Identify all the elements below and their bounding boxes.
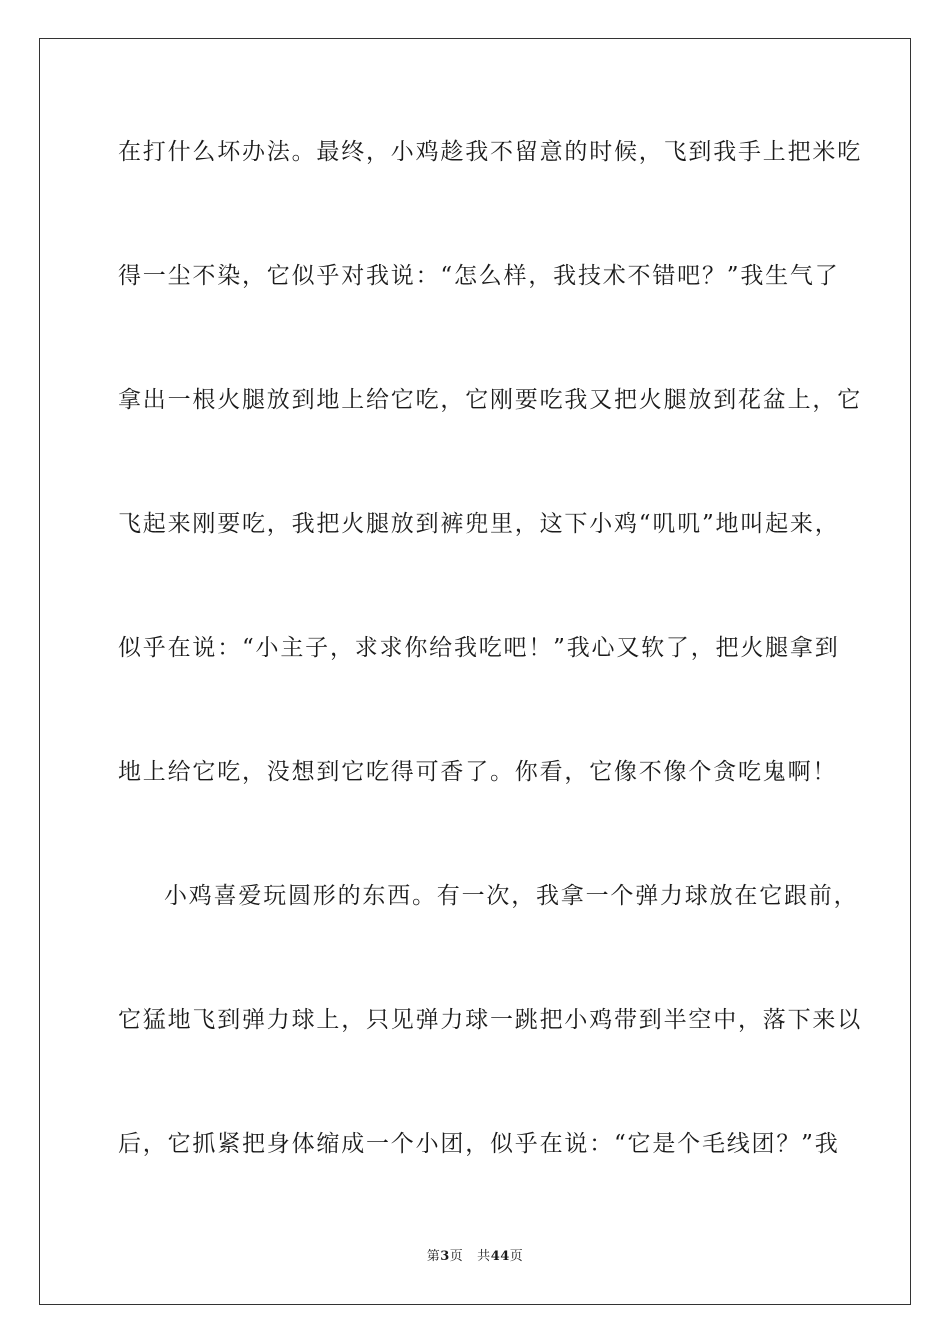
page-prefix: 第 (426, 1249, 441, 1264)
text-line-3: 拿出一根火腿放到地上给它吃，它刚要吃我又把火腿放到花盆上，它 (118, 387, 862, 413)
text-line-9: 后，它抓紧把身体缩成一个小团，似乎在说：“它是个毛线团？”我 (118, 1131, 840, 1157)
page-footer (0, 1248, 950, 1266)
text-line-4: 飞起来刚要吃，我把火腿放到裤兜里，这下小鸡“叽叽”地叫起来， (118, 511, 840, 537)
text-line-5: 似乎在说：“小主子，求求你给我吃吧！”我心又软了，把火腿拿到 (118, 635, 840, 661)
total-prefix: 共 (477, 1249, 491, 1264)
text-line-1: 在打什么坏办法。最终，小鸡趁我不留意的时候，飞到我手上把米吃 (118, 139, 862, 165)
total-pages: 44 (490, 1249, 510, 1264)
total-suffix: 页 (509, 1249, 524, 1264)
page-border (39, 38, 911, 1305)
text-line-7: 小鸡喜爱玩圆形的东西。有一次，我拿一个弹力球放在它跟前， (164, 883, 859, 909)
page-suffix: 页 (449, 1249, 464, 1264)
page-number: 3 (440, 1249, 450, 1264)
text-line-6: 地上给它吃，没想到它吃得可香了。你看，它像不像个贪吃鬼啊！ (118, 759, 838, 785)
text-line-2: 得一尘不染，它似乎对我说：“怎么样，我技术不错吧？”我生气了 (118, 263, 840, 289)
text-line-8: 它猛地飞到弹力球上，只见弹力球一跳把小鸡带到半空中，落下来以 (118, 1007, 862, 1033)
